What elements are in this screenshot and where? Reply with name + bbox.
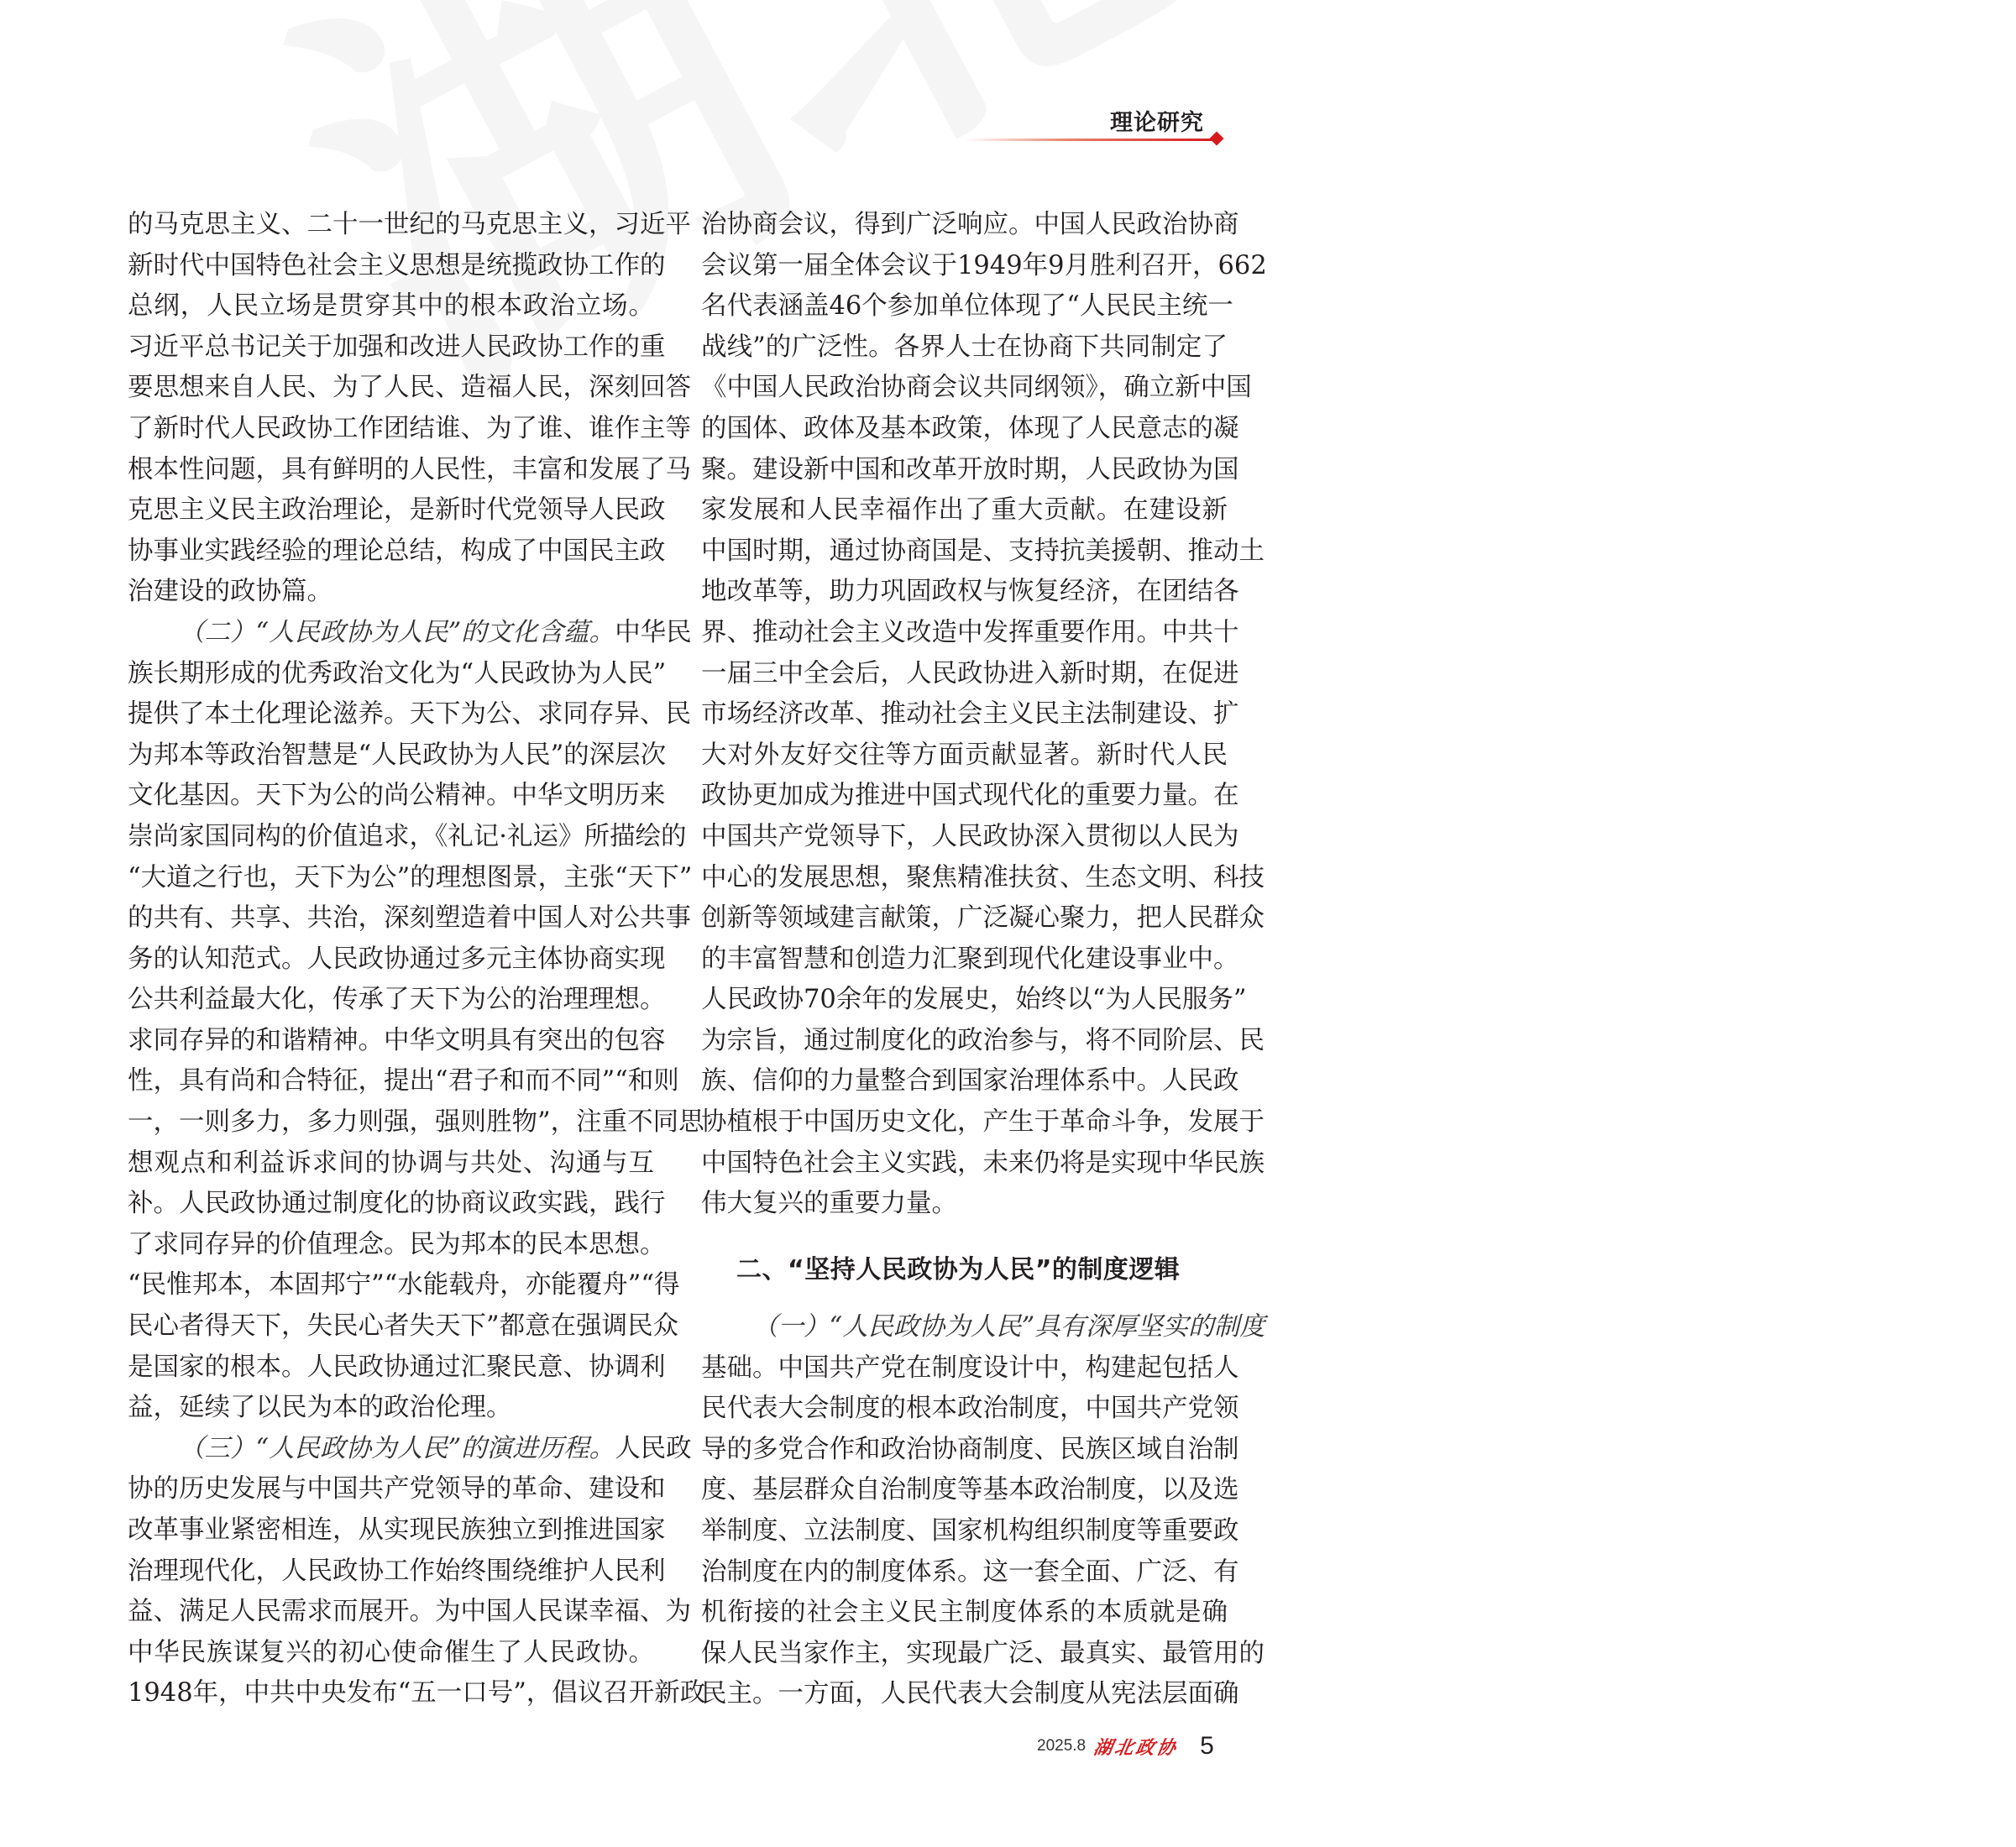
right-column-continued [701,1307,1265,1715]
line-text: 《中国人民政治协商会议共同纲领》，确立新中国 [701,373,1252,403]
text-line [128,1061,679,1102]
text-line [128,735,667,777]
issue-date: 2025.8 [1037,1737,1087,1755]
line-text: 的丰富智慧和创造力汇聚到现代化建设事业中。 [701,944,1239,974]
line-text: 务的认知范式。人民政协通过多元主体协商实现 [128,944,666,974]
text-line [128,939,666,981]
line-text: 大对外友好交往等方面贡献显著。新时代人民 [701,740,1228,770]
text-line [701,368,1252,409]
text-line [701,531,1265,573]
text-line [128,1347,666,1389]
text-line [701,490,1228,531]
text-line [128,1633,654,1674]
line-text: 聚。建设新中国和改革开放时期，人民政协为国 [701,454,1239,484]
line-text: 求同存异的和谐精神。中华文明具有突出的包容 [128,1025,666,1055]
text-line [128,1469,666,1510]
line-text: 中国特色社会主义实践，未来仍将是实现中华民族 [701,1148,1265,1178]
text-line [701,409,1239,450]
text-line [128,246,666,287]
line-text: 为邦本等政治智慧是“人民政协为人民”的深层次 [128,740,667,770]
line-text: 协事业实践经验的理论总结，构成了中国民主政 [128,536,666,566]
line-text: 的共有、共享、共治，深刻塑造着中国人对公共事 [128,903,691,934]
text-line [128,1388,654,1429]
text-line [128,776,666,817]
line-text: 会议第一届全体会议于1949年9月胜利召开，662 [701,250,1267,280]
line-text: 人民政协70余年的发展史，始终以“为人民服务” [701,985,1247,1015]
text-line [128,368,691,409]
text-line [701,450,1239,491]
text-line [128,572,654,613]
line-text: 是国家的根本。人民政协通过汇聚民意、协调利 [128,1352,666,1382]
text-line [128,531,666,573]
line-text: 战线”的广泛性。各界人士在协商下共同制定了 [701,332,1228,362]
line-text: 家发展和人民幸福作出了重大贡献。在建设新 [701,495,1228,526]
text-line [701,572,1239,613]
line-text: 协的历史发展与中国共产党领导的革命、建设和 [128,1474,666,1504]
text-line [128,1551,666,1593]
line-text: 协植根于中国历史文化，产生于革命斗争，发展于 [701,1107,1265,1138]
text-line [701,1634,1265,1675]
text-line [701,1593,1228,1634]
text-line [128,898,691,939]
text-line [701,1061,1239,1102]
text-line [128,286,654,327]
text-line [701,858,1265,899]
line-text: 益、满足人民需求而展开。为中国人民谋幸福、为 [128,1597,691,1627]
line-text: 的马克思主义、二十一世纪的马克思主义，习近平 [128,210,691,239]
line-text: 人民政 [615,1433,692,1463]
line-text: 中华民 [615,617,692,647]
text-line [701,1511,1239,1552]
line-text: 总纲，人民立场是贯穿其中的根本政治立场。 [128,291,654,322]
right-column [701,205,1267,1225]
text-line [701,898,1265,939]
line-text: 一，一则多力，多力则强，强则胜物”，注重不同思 [128,1107,704,1138]
line-text: 想观点和利益诉求间的协调与共处、沟通与互 [128,1148,654,1178]
text-line [128,1510,666,1551]
text-line [701,694,1239,735]
line-text: 中国共产党领导下，人民政协深入贯彻以人民为 [701,821,1239,851]
page-footer [1037,1732,1214,1761]
text-line [701,980,1247,1021]
text-line [128,1592,691,1633]
line-text: 新时代中国特色社会主义思想是统揽政协工作的 [128,250,666,280]
line-text: 族长期形成的优秀政治文化为“人民政协为人民” [128,658,667,688]
line-text: 地改革等，助力巩固政权与恢复经济，在团结各 [701,577,1239,607]
line-text: 创新等领域建言献策，广泛凝心聚力，把人民群众 [701,903,1265,934]
text-line [701,1021,1265,1062]
text-line [128,409,691,450]
text-line [701,286,1233,327]
text-line [128,1429,692,1470]
text-line [701,1102,1265,1143]
text-line [701,1348,1239,1389]
line-text: 民代表大会制度的根本政治制度，中国共产党领 [701,1394,1239,1424]
subsection-lead: （三）“人民政协为人民”的演进历程。 [179,1433,615,1463]
text-line [128,980,666,1021]
line-text: 益，延续了以民为本的政治伦理。 [128,1393,512,1423]
line-text: 中国时期，通过协商国是、支持抗美援朝、推动土 [701,536,1265,566]
text-line [128,1021,666,1062]
line-text: 度、基层群众自治制度等基本政治制度，以及选 [701,1475,1239,1505]
line-text: 了新时代人民政协工作团结谁、为了谁、谁作主等 [128,413,691,443]
line-text: 导的多党合作和政治协商制度、民族区域自治制 [701,1434,1239,1464]
line-text: “民惟邦本，本固邦宁”“水能载舟，亦能覆舟”“得 [128,1270,680,1300]
line-text: “大道之行也，天下为公”的理想图景，主张“天下” [128,862,693,892]
line-text: 市场经济改革、推动社会主义民主法制建设、扩 [701,699,1239,730]
text-line [701,246,1267,287]
text-line [128,817,687,858]
line-text: 民主。一方面，人民代表大会制度从宪法层面确 [701,1679,1239,1709]
line-text: 一届三中全会后，人民政协进入新时期，在促进 [701,658,1239,688]
line-text: 治制度在内的制度体系。这一套全面、广泛、有 [701,1557,1239,1587]
line-text: 治协商会议，得到广泛响应。中国人民政治协商 [701,210,1239,239]
line-text: 1948年，中共中央发布“五一口号”，倡议召开新政 [128,1678,706,1708]
text-line [701,939,1239,981]
line-text: 改革事业紧密相连，从实现民族独立到推进国家 [128,1515,666,1545]
line-text: 克思主义民主政治理论，是新时代党领导人民政 [128,495,666,526]
line-text: 名代表涵盖46个参加单位体现了“人民民主统一 [701,291,1233,322]
section-heading: 二、“坚持人民政协为人民”的制度逻辑 [736,1255,1181,1285]
text-line [128,1673,706,1714]
text-line [128,205,691,246]
text-line [128,1143,654,1185]
line-text: 民心者得天下，失民心者失天下”都意在强调民众 [128,1311,679,1342]
magazine-logo: 湖北政协 [1092,1736,1181,1759]
text-line [128,1306,679,1347]
line-text: 的国体、政体及基本政策，体现了人民意志的凝 [701,413,1239,443]
line-text: 界、推动社会主义改造中发挥重要作用。中共十 [701,617,1239,647]
text-line [128,450,691,491]
subsection-lead: （二）“人民政协为人民”的文化含蕴。 [179,617,615,647]
line-text: 习近平总书记关于加强和改进人民政协工作的重 [128,332,666,362]
text-line [701,1552,1239,1593]
line-text: 族、信仰的力量整合到国家治理体系中。人民政 [701,1066,1239,1096]
text-line [701,1184,1228,1225]
line-text: 保人民当家作主，实现最广泛、最真实、最管用的 [701,1638,1265,1668]
text-line [128,1225,666,1266]
line-text: 为宗旨，通过制度化的政治参与，将不同阶层、民 [701,1025,1265,1055]
text-line [128,613,692,654]
section-rule [966,139,1217,141]
text-line [701,735,1228,777]
text-line [701,1143,1265,1185]
line-text: 根本性问题，具有鲜明的人民性，丰富和发展了马 [128,454,691,484]
text-line [701,654,1239,695]
line-text: 治理现代化，人民政协工作始终围绕维护人民利 [128,1556,666,1586]
text-line [128,490,666,531]
text-line [128,1184,666,1225]
text-line [701,817,1239,858]
line-text: 崇尚家国同构的价值追求，《礼记·礼运》所描绘的 [128,821,687,851]
line-text: 性，具有尚和合特征，提出“君子和而不同”“和则 [128,1066,679,1096]
text-line [701,1470,1239,1511]
diamond-icon [1210,132,1224,146]
line-text: 公共利益最大化，传承了天下为公的治理理想。 [128,985,666,1015]
line-text: 伟大复兴的重要力量。 [701,1189,957,1219]
left-column [128,205,706,1714]
text-line [701,1307,1265,1348]
line-text: 要思想来自人民、为了人民、造福人民，深刻回答 [128,373,691,403]
text-line [128,1102,704,1143]
text-line [701,776,1239,817]
text-line [701,1430,1239,1471]
text-line [128,654,667,695]
line-text: 提供了本土化理论滋养。天下为公、求同存异、民 [128,699,691,730]
line-text: 举制度、立法制度、国家机构组织制度等重要政 [701,1515,1239,1546]
line-text: 中心的发展思想，聚焦精准扶贫、生态文明、科技 [701,862,1265,892]
subsection-lead: （一）“人民政协为人民”具有深厚坚实的制度 [752,1312,1265,1342]
text-line [128,694,691,735]
line-text: 治建设的政协篇。 [128,577,333,607]
line-text: 补。人民政协通过制度化的协商议政实践，践行 [128,1189,666,1219]
text-line [701,1389,1239,1430]
line-text: 文化基因。天下为公的尚公精神。中华文明历来 [128,781,666,811]
text-line [128,327,666,369]
section-label: 理论研究 [1110,110,1204,136]
text-line [701,1674,1239,1715]
text-line [128,858,693,899]
text-line [128,1265,680,1306]
text-line [701,327,1228,369]
text-line [701,613,1239,654]
text-line [701,205,1239,246]
line-text: 了求同存异的价值理念。民为邦本的民本思想。 [128,1229,666,1259]
page-number: 5 [1200,1732,1214,1760]
line-text: 中华民族谋复兴的初心使命催生了人民政协。 [128,1637,654,1667]
line-text: 政协更加成为推进中国式现代化的重要力量。在 [701,781,1239,811]
line-text: 基础。中国共产党在制度设计中，构建起包括人 [701,1353,1239,1383]
line-text: 机衔接的社会主义民主制度体系的本质就是确 [701,1598,1228,1628]
